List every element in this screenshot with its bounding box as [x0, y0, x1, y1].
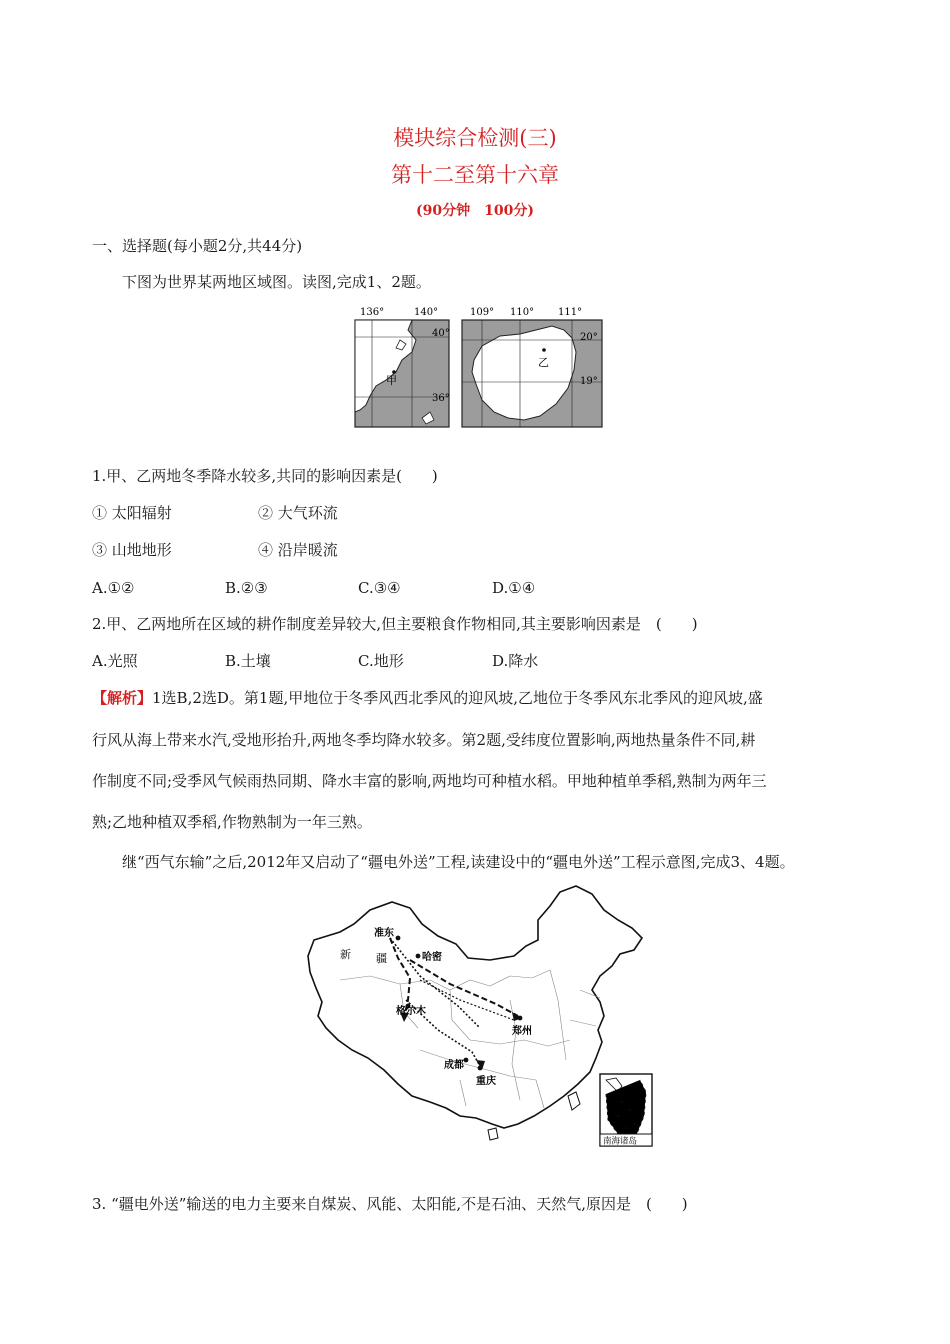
label-zhengzhou: 郑州 — [512, 1026, 532, 1037]
q2-option-c: C.地形 — [358, 652, 404, 670]
page-title: 模块综合检测(三) — [393, 126, 557, 150]
analysis-line-1 — [92, 688, 763, 708]
q1-item-2: ② 大气环流 — [258, 504, 338, 522]
intro-text-2: 继“西气东输”之后,2012年又启动了“疆电外送”工程,读建设中的“疆电外送”工程示意图,完成3、4题。 — [122, 853, 795, 871]
lat-label-36: 36° — [432, 393, 450, 404]
q2-option-d: D.降水 — [492, 652, 539, 670]
lon-label-140: 140° — [414, 307, 439, 318]
section-heading: 一、选择题(每小题2分,共44分) — [92, 237, 303, 255]
lat-label-20: 20° — [580, 332, 598, 343]
analysis-text-1: 1选B,2选D。第1题,甲地位于冬季风西北季风的迎风坡,乙地位于冬季风东北季风的迎风坡,盛 — [152, 689, 763, 707]
right-region-map — [462, 307, 602, 427]
intro-text-1: 下图为世界某两地区域图。读图,完成1、2题。 — [122, 273, 431, 291]
lon-label-110: 110° — [510, 307, 535, 318]
label-jiang: 疆 — [376, 952, 387, 965]
lat-label-40: 40° — [432, 328, 450, 339]
question-2-stem: 2.甲、乙两地所在区域的耕作制度差异较大,但主要粮食作物相同,其主要影响因素是 ( ) — [92, 615, 698, 633]
q1-option-b: B.②③ — [225, 579, 268, 597]
q1-option-a: A.①② — [92, 579, 135, 597]
analysis-line-2: 行风从海上带来水汽,受地形抬升,两地冬季均降水较多。第2题,受纬度位置影响,两地热量条件不同,耕 — [92, 731, 756, 749]
left-region-map — [355, 307, 450, 427]
label-chengdu: 成都 — [444, 1060, 464, 1071]
q2-option-b: B.土壤 — [225, 652, 271, 670]
label-xin: 新 — [340, 948, 351, 961]
question-3-stem: 3. “疆电外送”输送的电力主要来自煤炭、风能、太阳能,不是石油、天然气,原因是 ( ) — [92, 1195, 688, 1213]
label-geermu: 格尔木 — [396, 1006, 426, 1017]
label-zhundong: 准东 — [374, 928, 394, 939]
point-jia: 甲 — [386, 374, 397, 387]
south-sea-inset — [600, 1074, 652, 1147]
lon-label-109: 109° — [470, 307, 495, 318]
lat-label-19: 19° — [580, 376, 598, 387]
q1-option-d: D.①④ — [492, 579, 536, 597]
time-score: (90分钟 100分) — [416, 203, 534, 219]
analysis-tag: 【解析】 — [92, 689, 153, 707]
china-power-map — [300, 880, 670, 1150]
q2-option-a: A.光照 — [92, 652, 138, 670]
analysis-line-3: 作制度不同;受季风气候雨热同期、降水丰富的影响,两地均可种植水稻。甲地种植单季稻,熟制为两年三 — [92, 772, 767, 790]
label-nanhai: 南海诸岛 — [603, 1136, 638, 1147]
label-chongqing: 重庆 — [476, 1076, 496, 1087]
analysis-line-4: 熟;乙地种植双季稻,作物熟制为一年三熟。 — [92, 813, 372, 831]
lon-label-111: 111° — [558, 307, 583, 318]
label-hami: 哈密 — [422, 952, 442, 963]
china-outline — [308, 886, 642, 1140]
regional-map-figure — [340, 300, 610, 430]
q1-item-4: ④ 沿岸暖流 — [258, 541, 338, 559]
lon-label-136: 136° — [360, 307, 385, 318]
point-yi: 乙 — [538, 356, 549, 369]
question-1-stem: 1.甲、乙两地冬季降水较多,共同的影响因素是( ) — [92, 467, 438, 485]
q1-item-1: ① 太阳辐射 — [92, 504, 172, 522]
page-subtitle: 第十二至第十六章 — [391, 163, 559, 187]
q1-item-3: ③ 山地地形 — [92, 541, 172, 559]
q1-option-c: C.③④ — [358, 579, 401, 597]
